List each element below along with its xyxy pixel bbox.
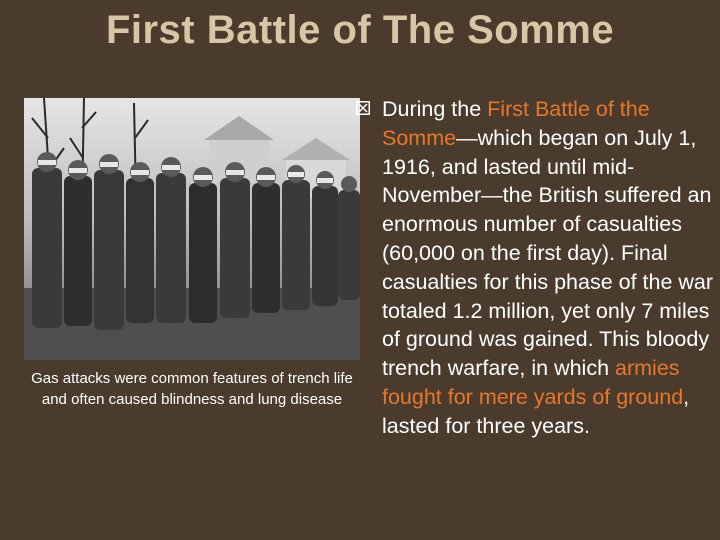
text-segment: During the bbox=[382, 97, 488, 121]
slide-title: First Battle of The Somme bbox=[105, 8, 615, 52]
text-segment: —which began on July 1, 1916, and lasted until mid-November—the British suffered an enormous number of casualties (60,000 on the first day). Final casualties for this phase of the war totaled 1.2 million, yet only 7 miles of ground was gained. This bloody trench warfare, in which bbox=[382, 125, 714, 381]
photo-caption: Gas attacks were common features of trench life and often caused blindness and lung disease bbox=[31, 370, 353, 408]
bullet-paragraph bbox=[356, 95, 716, 441]
bullet-body-text bbox=[382, 95, 716, 441]
soldiers-photo bbox=[24, 98, 360, 360]
text-segment: , lasted for three years. bbox=[382, 384, 690, 438]
highlight-battle-name: First Battle of the Somme bbox=[382, 97, 650, 150]
boxed-x-bullet-icon bbox=[356, 101, 370, 115]
highlight-yards-of-ground: armies fought for mere yards of ground bbox=[382, 356, 684, 409]
